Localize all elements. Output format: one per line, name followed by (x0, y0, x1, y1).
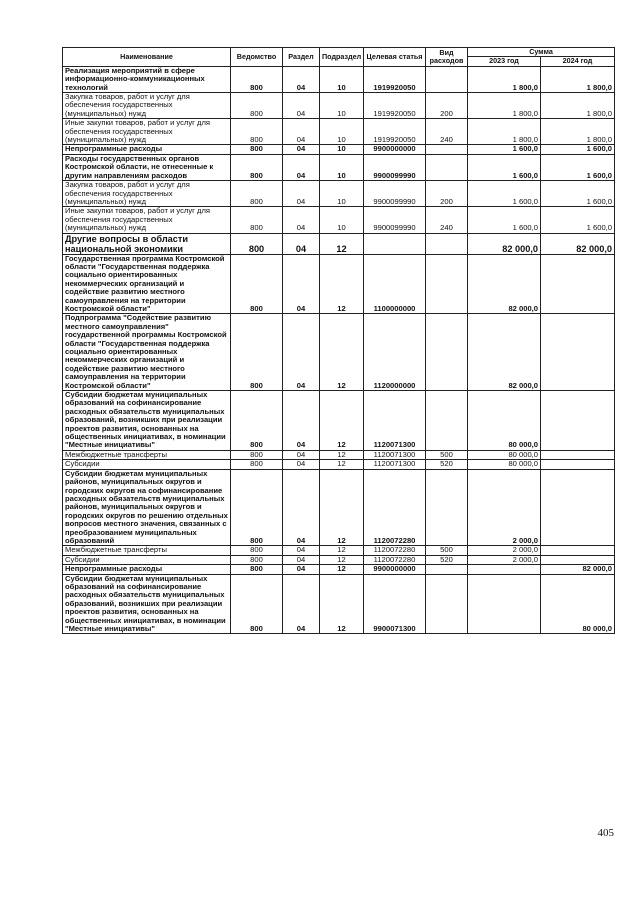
cell-pod: 10 (320, 93, 364, 119)
cell-s1: 1 800,0 (468, 66, 541, 92)
table-row (63, 565, 615, 574)
table-header (63, 48, 615, 67)
cell-s2: 1 600,0 (541, 181, 615, 207)
table-row (63, 233, 615, 254)
cell-raz: 04 (283, 181, 320, 207)
cell-ved: 800 (231, 574, 283, 634)
cell-stat: 1120000000 (364, 314, 426, 391)
cell-pod: 10 (320, 181, 364, 207)
cell-raz: 04 (283, 565, 320, 574)
table-body (63, 66, 615, 634)
cell-raz: 04 (283, 391, 320, 451)
cell-vid (426, 565, 468, 574)
cell-raz: 04 (283, 314, 320, 391)
cell-name: Межбюджетные трансферты (63, 546, 231, 555)
cell-s1: 2 000,0 (468, 546, 541, 555)
cell-vid: 240 (426, 119, 468, 145)
table-row (63, 66, 615, 92)
table-row (63, 181, 615, 207)
cell-name: Иные закупки товаров, работ и услуг для обеспечения государственных (муниципальных) нужд (63, 119, 231, 145)
cell-ved: 800 (231, 181, 283, 207)
cell-name: Субсидии бюджетам муниципальных районов, муниципальных округов и городских округов на софинансирование расходных обязательств муниципальных районов, муниципальных округов и городских округов по решению отдельных вопросов местного значения, связанных с преобразованием муниципальных образований (63, 469, 231, 546)
cell-ved: 800 (231, 119, 283, 145)
table-row (63, 460, 615, 469)
budget-table (62, 47, 615, 634)
cell-stat: 9900099990 (364, 154, 426, 180)
cell-raz: 04 (283, 450, 320, 459)
cell-s2: 1 600,0 (541, 154, 615, 180)
cell-stat: 1919920050 (364, 66, 426, 92)
cell-vid: 520 (426, 460, 468, 469)
cell-stat: 1100000000 (364, 254, 426, 314)
cell-name: Субсидии (63, 555, 231, 564)
cell-pod: 12 (320, 460, 364, 469)
cell-s1: 2 000,0 (468, 555, 541, 564)
table-row (63, 391, 615, 451)
cell-s1: 1 600,0 (468, 154, 541, 180)
col-vedomstvo-header: Ведомство (231, 48, 283, 67)
table-row (63, 546, 615, 555)
cell-s2: 1 600,0 (541, 145, 615, 154)
cell-pod: 12 (320, 233, 364, 254)
cell-stat: 1120072280 (364, 555, 426, 564)
cell-stat: 9900099990 (364, 207, 426, 233)
table-row (63, 93, 615, 119)
cell-ved: 800 (231, 391, 283, 451)
table-row (63, 119, 615, 145)
col-2023-header: 2023 год (468, 57, 541, 66)
cell-pod: 10 (320, 145, 364, 154)
cell-pod: 12 (320, 546, 364, 555)
budget-table-sheet (62, 47, 614, 634)
cell-s1: 82 000,0 (468, 254, 541, 314)
cell-pod: 12 (320, 314, 364, 391)
cell-ved: 800 (231, 154, 283, 180)
cell-pod: 12 (320, 254, 364, 314)
cell-name: Непрограммные расходы (63, 565, 231, 574)
cell-pod: 12 (320, 574, 364, 634)
cell-vid: 200 (426, 181, 468, 207)
cell-ved: 800 (231, 254, 283, 314)
cell-vid (426, 314, 468, 391)
cell-stat: 1120072280 (364, 546, 426, 555)
cell-vid: 500 (426, 450, 468, 459)
table-row (63, 254, 615, 314)
cell-pod: 12 (320, 469, 364, 546)
cell-name: Субсидии (63, 460, 231, 469)
cell-s2 (541, 314, 615, 391)
table-row (63, 154, 615, 180)
cell-raz: 04 (283, 574, 320, 634)
cell-s1 (468, 565, 541, 574)
cell-ved: 800 (231, 314, 283, 391)
cell-vid: 500 (426, 546, 468, 555)
cell-s2 (541, 469, 615, 546)
cell-s1: 80 000,0 (468, 460, 541, 469)
cell-name: Межбюджетные трансферты (63, 450, 231, 459)
col-2024-header: 2024 год (541, 57, 615, 66)
cell-stat (364, 233, 426, 254)
cell-s2: 1 800,0 (541, 93, 615, 119)
cell-raz: 04 (283, 207, 320, 233)
cell-vid (426, 154, 468, 180)
cell-name: Подпрограмма "Содействие развитию местного самоуправления" государственной программы Костромской области "Государственная поддержка социально ориентированных некоммерческих организаций и содействие развитию местного самоуправления на территории Костромской области" (63, 314, 231, 391)
cell-pod: 12 (320, 565, 364, 574)
page-number: 405 (597, 827, 614, 839)
cell-stat: 1120071300 (364, 460, 426, 469)
cell-stat: 9900071300 (364, 574, 426, 634)
cell-vid (426, 233, 468, 254)
cell-ved: 800 (231, 207, 283, 233)
cell-stat: 1919920050 (364, 119, 426, 145)
cell-pod: 12 (320, 450, 364, 459)
cell-pod: 10 (320, 66, 364, 92)
cell-s1: 82 000,0 (468, 314, 541, 391)
cell-vid (426, 469, 468, 546)
cell-s1 (468, 574, 541, 634)
cell-name: Непрограммные расходы (63, 145, 231, 154)
cell-s2: 82 000,0 (541, 233, 615, 254)
cell-vid: 240 (426, 207, 468, 233)
table-row (63, 145, 615, 154)
cell-ved: 800 (231, 66, 283, 92)
cell-s1: 82 000,0 (468, 233, 541, 254)
cell-raz: 04 (283, 546, 320, 555)
cell-stat: 1919920050 (364, 93, 426, 119)
col-podrazdel-header: Подраздел (320, 48, 364, 67)
cell-ved: 800 (231, 93, 283, 119)
cell-s1: 1 600,0 (468, 145, 541, 154)
col-vid-header: Вид расходов (426, 48, 468, 67)
cell-s2: 1 800,0 (541, 119, 615, 145)
cell-raz: 04 (283, 154, 320, 180)
cell-s2 (541, 450, 615, 459)
cell-s1: 1 800,0 (468, 119, 541, 145)
cell-s2 (541, 460, 615, 469)
cell-raz: 04 (283, 93, 320, 119)
cell-name: Государственная программа Костромской области "Государственная поддержка социально ориентированных некоммерческих организаций и содействие развитию местного самоуправления на территории Костромской области" (63, 254, 231, 314)
cell-pod: 10 (320, 154, 364, 180)
cell-pod: 12 (320, 391, 364, 451)
cell-pod: 10 (320, 119, 364, 145)
cell-s2: 1 800,0 (541, 66, 615, 92)
cell-raz: 04 (283, 119, 320, 145)
cell-s1: 80 000,0 (468, 391, 541, 451)
col-name-header: Наименование (63, 48, 231, 67)
cell-vid: 200 (426, 93, 468, 119)
cell-name: Субсидии бюджетам муниципальных образований на софинансирование расходных обязательств муниципальных образований, возникших при реализации проектов развития, основанных на общественных инициативах, в номинации "Местные инициативы" (63, 391, 231, 451)
cell-s2 (541, 391, 615, 451)
cell-name: Закупка товаров, работ и услуг для обеспечения государственных (муниципальных) нужд (63, 181, 231, 207)
cell-vid (426, 254, 468, 314)
cell-ved: 800 (231, 450, 283, 459)
table-row (63, 469, 615, 546)
cell-raz: 04 (283, 469, 320, 546)
cell-pod: 12 (320, 555, 364, 564)
cell-ved: 800 (231, 555, 283, 564)
col-razdel-header: Раздел (283, 48, 320, 67)
table-row (63, 207, 615, 233)
table-row (63, 574, 615, 634)
cell-s2 (541, 254, 615, 314)
cell-ved: 800 (231, 469, 283, 546)
cell-stat: 9900000000 (364, 565, 426, 574)
cell-ved: 800 (231, 145, 283, 154)
cell-s2: 82 000,0 (541, 565, 615, 574)
cell-name: Закупка товаров, работ и услуг для обеспечения государственных (муниципальных) нужд (63, 93, 231, 119)
cell-name: Расходы государственных органов Костромской области, не отнесенные к другим направлениям расходов (63, 154, 231, 180)
col-summa-header: Сумма (468, 48, 615, 57)
cell-vid: 520 (426, 555, 468, 564)
cell-s1: 1 800,0 (468, 93, 541, 119)
cell-s1: 2 000,0 (468, 469, 541, 546)
cell-raz: 04 (283, 66, 320, 92)
cell-ved: 800 (231, 460, 283, 469)
table-row (63, 314, 615, 391)
cell-s2: 1 600,0 (541, 207, 615, 233)
cell-stat: 1120071300 (364, 450, 426, 459)
cell-raz: 04 (283, 254, 320, 314)
cell-name: Другие вопросы в области национальной экономики (63, 233, 231, 254)
cell-ved: 800 (231, 565, 283, 574)
cell-name: Реализация мероприятий в сфере информационно-коммуникационных технологий (63, 66, 231, 92)
col-stat-header: Целевая статья (364, 48, 426, 67)
cell-s2: 80 000,0 (541, 574, 615, 634)
cell-ved: 800 (231, 233, 283, 254)
cell-s1: 80 000,0 (468, 450, 541, 459)
cell-vid (426, 145, 468, 154)
cell-stat: 1120072280 (364, 469, 426, 546)
cell-raz: 04 (283, 555, 320, 564)
cell-ved: 800 (231, 546, 283, 555)
cell-s1: 1 600,0 (468, 207, 541, 233)
cell-stat: 1120071300 (364, 391, 426, 451)
cell-name: Субсидии бюджетам муниципальных образований на софинансирование расходных обязательств муниципальных образований, возникших при реализации проектов развития, основанных на общественных инициативах, в номинации "Местные инициативы" (63, 574, 231, 634)
cell-pod: 10 (320, 207, 364, 233)
cell-raz: 04 (283, 460, 320, 469)
cell-vid (426, 574, 468, 634)
cell-stat: 9900000000 (364, 145, 426, 154)
cell-s1: 1 600,0 (468, 181, 541, 207)
cell-name: Иные закупки товаров, работ и услуг для обеспечения государственных (муниципальных) нужд (63, 207, 231, 233)
cell-vid (426, 391, 468, 451)
cell-s2 (541, 546, 615, 555)
cell-vid (426, 66, 468, 92)
cell-raz: 04 (283, 145, 320, 154)
cell-stat: 9900099990 (364, 181, 426, 207)
cell-raz: 04 (283, 233, 320, 254)
